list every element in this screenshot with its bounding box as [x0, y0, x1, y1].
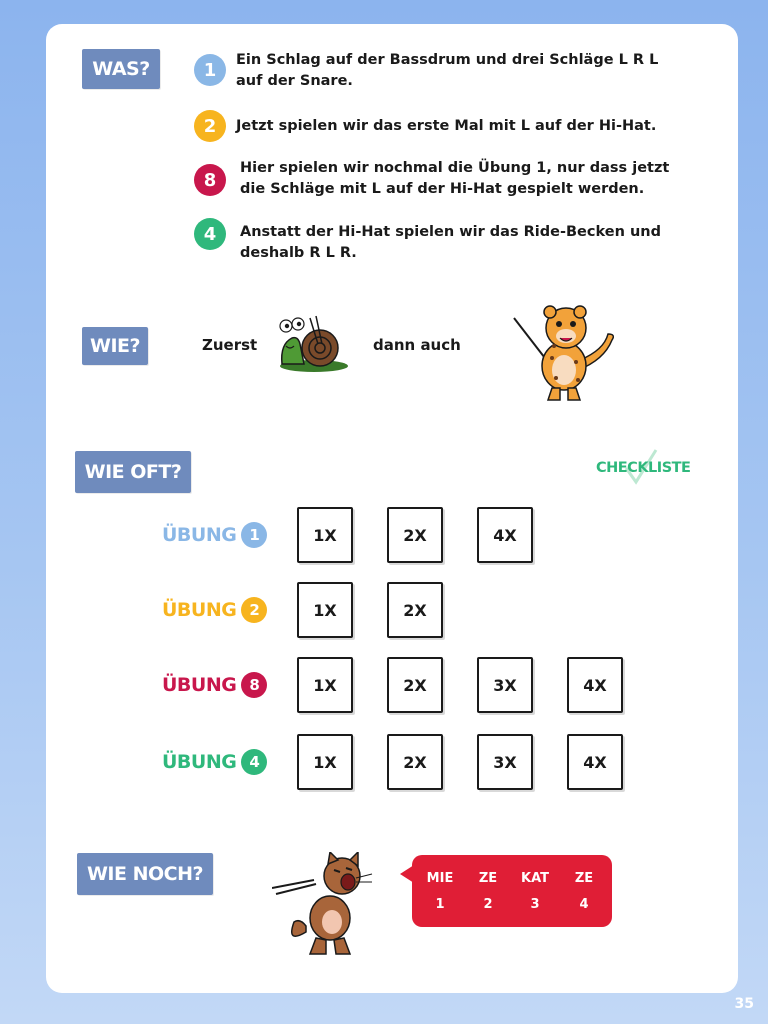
repetition-checkbox[interactable]: 4X — [567, 734, 623, 790]
wie-oft-tag: WIE OFT? — [75, 451, 191, 493]
repetition-checkbox[interactable]: 4X — [477, 507, 533, 563]
was-tag: WAS? — [82, 49, 160, 89]
step-2 — [194, 110, 656, 142]
exercise-label-4 — [162, 749, 267, 775]
step-text-line: deshalb R L R. — [240, 245, 357, 261]
repetition-checkbox[interactable]: 2X — [387, 734, 443, 790]
step-number-badge: 1 — [194, 54, 226, 86]
exercise-label-text: ÜBUNG — [162, 524, 237, 546]
step-number-badge: 8 — [194, 164, 226, 196]
repetition-checkbox[interactable]: 1X — [297, 582, 353, 638]
step-text — [236, 116, 656, 137]
exercise-label-text: ÜBUNG — [162, 674, 237, 696]
exercise-number-badge: 4 — [241, 749, 267, 775]
first-label: Zuerst — [202, 336, 258, 354]
step-text-line: die Schläge mit L auf der Hi-Hat gespielt werden. — [240, 181, 645, 197]
page-number: 35 — [734, 996, 754, 1012]
step-1 — [194, 54, 658, 92]
snail-icon — [274, 314, 350, 374]
step-text — [236, 50, 658, 92]
syllable: KAT — [521, 871, 549, 886]
bubble-tail — [400, 865, 414, 883]
repetition-checkbox[interactable]: 2X — [387, 657, 443, 713]
step-4 — [194, 218, 661, 264]
step-number-badge: 4 — [194, 218, 226, 250]
syllable-bubble — [412, 855, 612, 927]
repetition-checkbox[interactable]: 1X — [297, 734, 353, 790]
count-number: 1 — [435, 897, 445, 912]
then-label: dann auch — [373, 336, 461, 354]
exercise-label-3 — [162, 672, 267, 698]
repetition-checkbox[interactable]: 3X — [477, 657, 533, 713]
step-text-line: Hier spielen wir nochmal die Übung 1, nur dass jetzt — [240, 160, 670, 176]
exercise-label-2 — [162, 597, 267, 623]
step-text-line: Jetzt spielen wir das erste Mal mit L auf der Hi-Hat. — [236, 118, 657, 134]
leopard-icon — [508, 300, 620, 402]
checklist-label: CHECKLISTE — [596, 460, 691, 476]
wie-tag: WIE? — [82, 327, 148, 365]
exercise-label-1 — [162, 522, 267, 548]
repetition-checkbox[interactable]: 4X — [567, 657, 623, 713]
syllable: ZE — [574, 871, 594, 886]
exercise-number-badge: 2 — [241, 597, 267, 623]
repetition-checkbox[interactable]: 2X — [387, 507, 443, 563]
syllable: MIE — [426, 871, 454, 886]
count-number: 2 — [483, 897, 493, 912]
syllable: ZE — [478, 871, 498, 886]
step-text — [240, 158, 669, 200]
step-text-line: auf der Snare. — [236, 73, 353, 89]
checklist-heading — [596, 460, 690, 476]
exercise-number-badge: 1 — [241, 522, 267, 548]
wie-noch-tag: WIE NOCH? — [77, 853, 213, 895]
step-text-line: Ein Schlag auf der Bassdrum und drei Schläge L R L — [236, 52, 659, 68]
cat-icon — [272, 852, 376, 958]
repetition-checkbox[interactable]: 2X — [387, 582, 443, 638]
exercise-number-badge: 8 — [241, 672, 267, 698]
count-number: 4 — [579, 897, 589, 912]
repetition-checkbox[interactable]: 1X — [297, 507, 353, 563]
repetition-checkbox[interactable]: 1X — [297, 657, 353, 713]
step-3 — [194, 160, 670, 200]
count-number: 3 — [530, 897, 540, 912]
step-text — [240, 222, 661, 264]
repetition-checkbox[interactable]: 3X — [477, 734, 533, 790]
exercise-label-text: ÜBUNG — [162, 599, 237, 621]
step-text-line: Anstatt der Hi-Hat spielen wir das Ride-Becken und — [240, 224, 661, 240]
exercise-label-text: ÜBUNG — [162, 751, 237, 773]
step-number-badge: 2 — [194, 110, 226, 142]
page-card — [46, 24, 738, 993]
